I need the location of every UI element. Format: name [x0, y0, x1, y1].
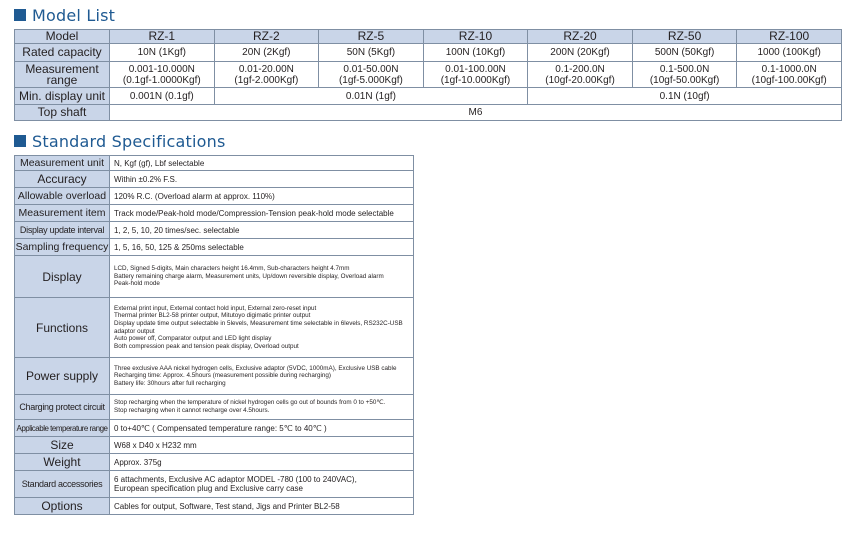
section-marker-icon	[14, 135, 26, 147]
model-header-rz100: RZ-100	[737, 30, 842, 44]
spec-value: Track mode/Peak-hold mode/Compression-Tension peak-hold mode selectable	[110, 205, 414, 222]
rated-capacity-cell: 100N (10Kgf)	[423, 44, 528, 62]
spec-value	[110, 471, 414, 498]
spec-row	[15, 205, 414, 222]
spec-line: Recharging time: Approx. 4.5hours (measurement possible during recharging)	[114, 372, 332, 380]
measurement-range-cell	[528, 62, 633, 88]
spec-value: 1, 2, 5, 10, 20 times/sec. selectable	[110, 222, 414, 239]
spec-row	[15, 298, 414, 358]
spec-value: 0 to+40℃ ( Compensated temperature range: 5℃ to 40℃ )	[110, 420, 414, 437]
min-display-unit-label: Min. display unit	[15, 88, 110, 105]
range-kgf: (0.1gf-1.0000Kgf)	[122, 74, 201, 86]
spec-value	[110, 256, 414, 298]
model-header-rz5: RZ-5	[319, 30, 424, 44]
spec-line: Auto power off, Comparator output and LED light display	[114, 335, 272, 343]
measurement-range-cell	[214, 62, 319, 88]
spec-row	[15, 395, 414, 420]
rated-capacity-cell: 10N (1Kgf)	[110, 44, 215, 62]
range-kgf: (1gf-5.000Kgf)	[338, 74, 403, 86]
measurement-range-cell	[319, 62, 424, 88]
standard-specifications-title-text: Standard Specifications	[32, 131, 226, 151]
spec-line: Battery remaining charge alarm, Measurement units, Up/down reversible display, Overload alarm	[114, 272, 384, 280]
rated-capacity-cell: 20N (2Kgf)	[214, 44, 319, 62]
measurement-range-cell	[110, 62, 215, 88]
measurement-range-label-line: range	[46, 72, 78, 87]
spec-row	[15, 222, 414, 239]
spec-label: Size	[15, 437, 110, 454]
model-header-rz10: RZ-10	[423, 30, 528, 44]
min-display-unit-row	[15, 88, 842, 105]
range-kgf: (10gf-50.00Kgf)	[649, 74, 720, 86]
range-kgf: (1gf-10.000Kgf)	[440, 74, 511, 86]
spec-row	[15, 188, 414, 205]
spec-label: Measurement unit	[15, 156, 110, 171]
spec-row	[15, 454, 414, 471]
spec-row	[15, 471, 414, 498]
measurement-range-row	[15, 62, 842, 88]
spec-label: Display update interval	[15, 222, 110, 239]
rated-capacity-row	[15, 44, 842, 62]
spec-line: Stop recharging when it cannot recharge over 4.5hours.	[114, 407, 270, 414]
spec-value: Within ±0.2% F.S.	[110, 171, 414, 188]
spec-label: Sampling frequency	[15, 239, 110, 256]
model-header-rz20: RZ-20	[528, 30, 633, 44]
range-newton: 0.1-500.0N	[659, 63, 710, 75]
range-kgf: (10gf-100.00Kgf)	[751, 74, 827, 86]
measurement-range-cell	[423, 62, 528, 88]
min-display-unit-cell: 0.1N (10gf)	[528, 88, 842, 105]
spec-value: 1, 5, 16, 50, 125 & 250ms selectable	[110, 239, 414, 256]
spec-label: Charging protect circuit	[15, 395, 110, 420]
spec-label: Allowable overload	[15, 188, 110, 205]
spec-line: External print input, External contact hold input, External zero-reset input	[114, 304, 317, 312]
spec-line: Three exclusive AAA nickel hydrogen cells, Exclusive adaptor (5VDC, 1000mA), Exclusive USB cable	[114, 364, 397, 372]
model-list-table	[14, 29, 842, 121]
model-header-rz2: RZ-2	[214, 30, 319, 44]
spec-label: Accuracy	[15, 171, 110, 188]
spec-label: Weight	[15, 454, 110, 471]
spec-value: Cables for output, Software, Test stand, Jigs and Printer BL2-58	[110, 498, 414, 515]
measurement-range-cell	[632, 62, 737, 88]
spec-line: Both compression peak and tension peak display, Overload output	[114, 342, 299, 350]
spec-label: Functions	[15, 298, 110, 358]
spec-line: Peak-hold mode	[114, 280, 160, 288]
spec-line: Stop recharging when the temperature of nickel hydrogen cells go out of bounds from 0 to +50℃.	[114, 399, 386, 407]
top-shaft-row	[15, 105, 842, 121]
rated-capacity-cell: 50N (5Kgf)	[319, 44, 424, 62]
spec-label: Measurement item	[15, 205, 110, 222]
model-list-title-text: Model List	[32, 5, 116, 25]
range-newton: 0.01-100.00N	[445, 63, 506, 75]
spec-value: 120% R.C. (Overload alarm at approx. 110%)	[110, 188, 414, 205]
spec-row	[15, 358, 414, 395]
rated-capacity-cell: 500N (50Kgf)	[632, 44, 737, 62]
top-shaft-label: Top shaft	[15, 105, 110, 121]
spec-row	[15, 156, 414, 171]
range-newton: 0.001-10.000N	[128, 63, 195, 75]
spec-value	[110, 395, 414, 420]
rated-capacity-cell: 200N (20Kgf)	[528, 44, 633, 62]
spec-line: 6 attachments, Exclusive AC adaptor MODEL -780 (100 to 240VAC),	[114, 475, 357, 484]
range-kgf: (1gf-2.000Kgf)	[234, 74, 299, 86]
spec-line: Battery life: 30hours after full recharging	[114, 379, 226, 387]
range-newton: 0.1-1000.0N	[761, 63, 817, 75]
spec-row	[15, 256, 414, 298]
range-newton: 0.01-50.00N	[343, 63, 399, 75]
spec-label: Options	[15, 498, 110, 515]
spec-value	[110, 358, 414, 395]
spec-row	[15, 420, 414, 437]
spec-value	[110, 298, 414, 358]
spec-label: Power supply	[15, 358, 110, 395]
rated-capacity-label: Rated capacity	[15, 44, 110, 62]
range-newton: 0.1-200.0N	[555, 63, 605, 75]
section-marker-icon	[14, 9, 26, 21]
range-newton: 0.01-20.00N	[238, 63, 294, 75]
spec-row	[15, 171, 414, 188]
spec-value: W68 x D40 x H232 mm	[110, 437, 414, 454]
measurement-range-label-line: Measurement	[25, 61, 99, 76]
min-display-unit-cell: 0.001N (0.1gf)	[110, 88, 215, 105]
spec-line: Thermal printer BL2-58 printer output, Mitutoyo digimatic printer output	[114, 312, 311, 320]
rated-capacity-cell: 1000 (100Kgf)	[737, 44, 842, 62]
model-header-label: Model	[15, 30, 110, 44]
min-display-unit-cell: 0.01N (1gf)	[214, 88, 528, 105]
range-kgf: (10gf-20.00Kgf)	[545, 74, 615, 86]
standard-specifications-title	[14, 131, 226, 151]
spec-line: European specification plug and Exclusive carry case	[114, 484, 303, 493]
measurement-range-cell	[737, 62, 842, 88]
spec-line: LCD, Signed 5-digits, Main characters height 16.4mm, Sub-characters height 4.7mm	[114, 265, 350, 273]
spec-row	[15, 239, 414, 256]
model-header-rz1: RZ-1	[110, 30, 215, 44]
spec-label: Display	[15, 256, 110, 298]
spec-label: Standard accessories	[15, 471, 110, 498]
spec-label: Applicable temperature range	[15, 420, 110, 437]
spec-value: Approx. 375g	[110, 454, 414, 471]
spec-value: N, Kgf (gf), Lbf selectable	[110, 156, 414, 171]
spec-row	[15, 498, 414, 515]
measurement-range-label	[15, 62, 110, 88]
specifications-table	[14, 155, 414, 515]
model-list-title	[14, 5, 115, 25]
model-header-row	[15, 30, 842, 44]
spec-line: Display update time output selectable in 5levels, Measurement time selectable in 6levels, RS232C-USB adaptor output	[114, 319, 403, 335]
top-shaft-cell: M6	[110, 105, 842, 121]
model-header-rz50: RZ-50	[632, 30, 737, 44]
spec-row	[15, 437, 414, 454]
